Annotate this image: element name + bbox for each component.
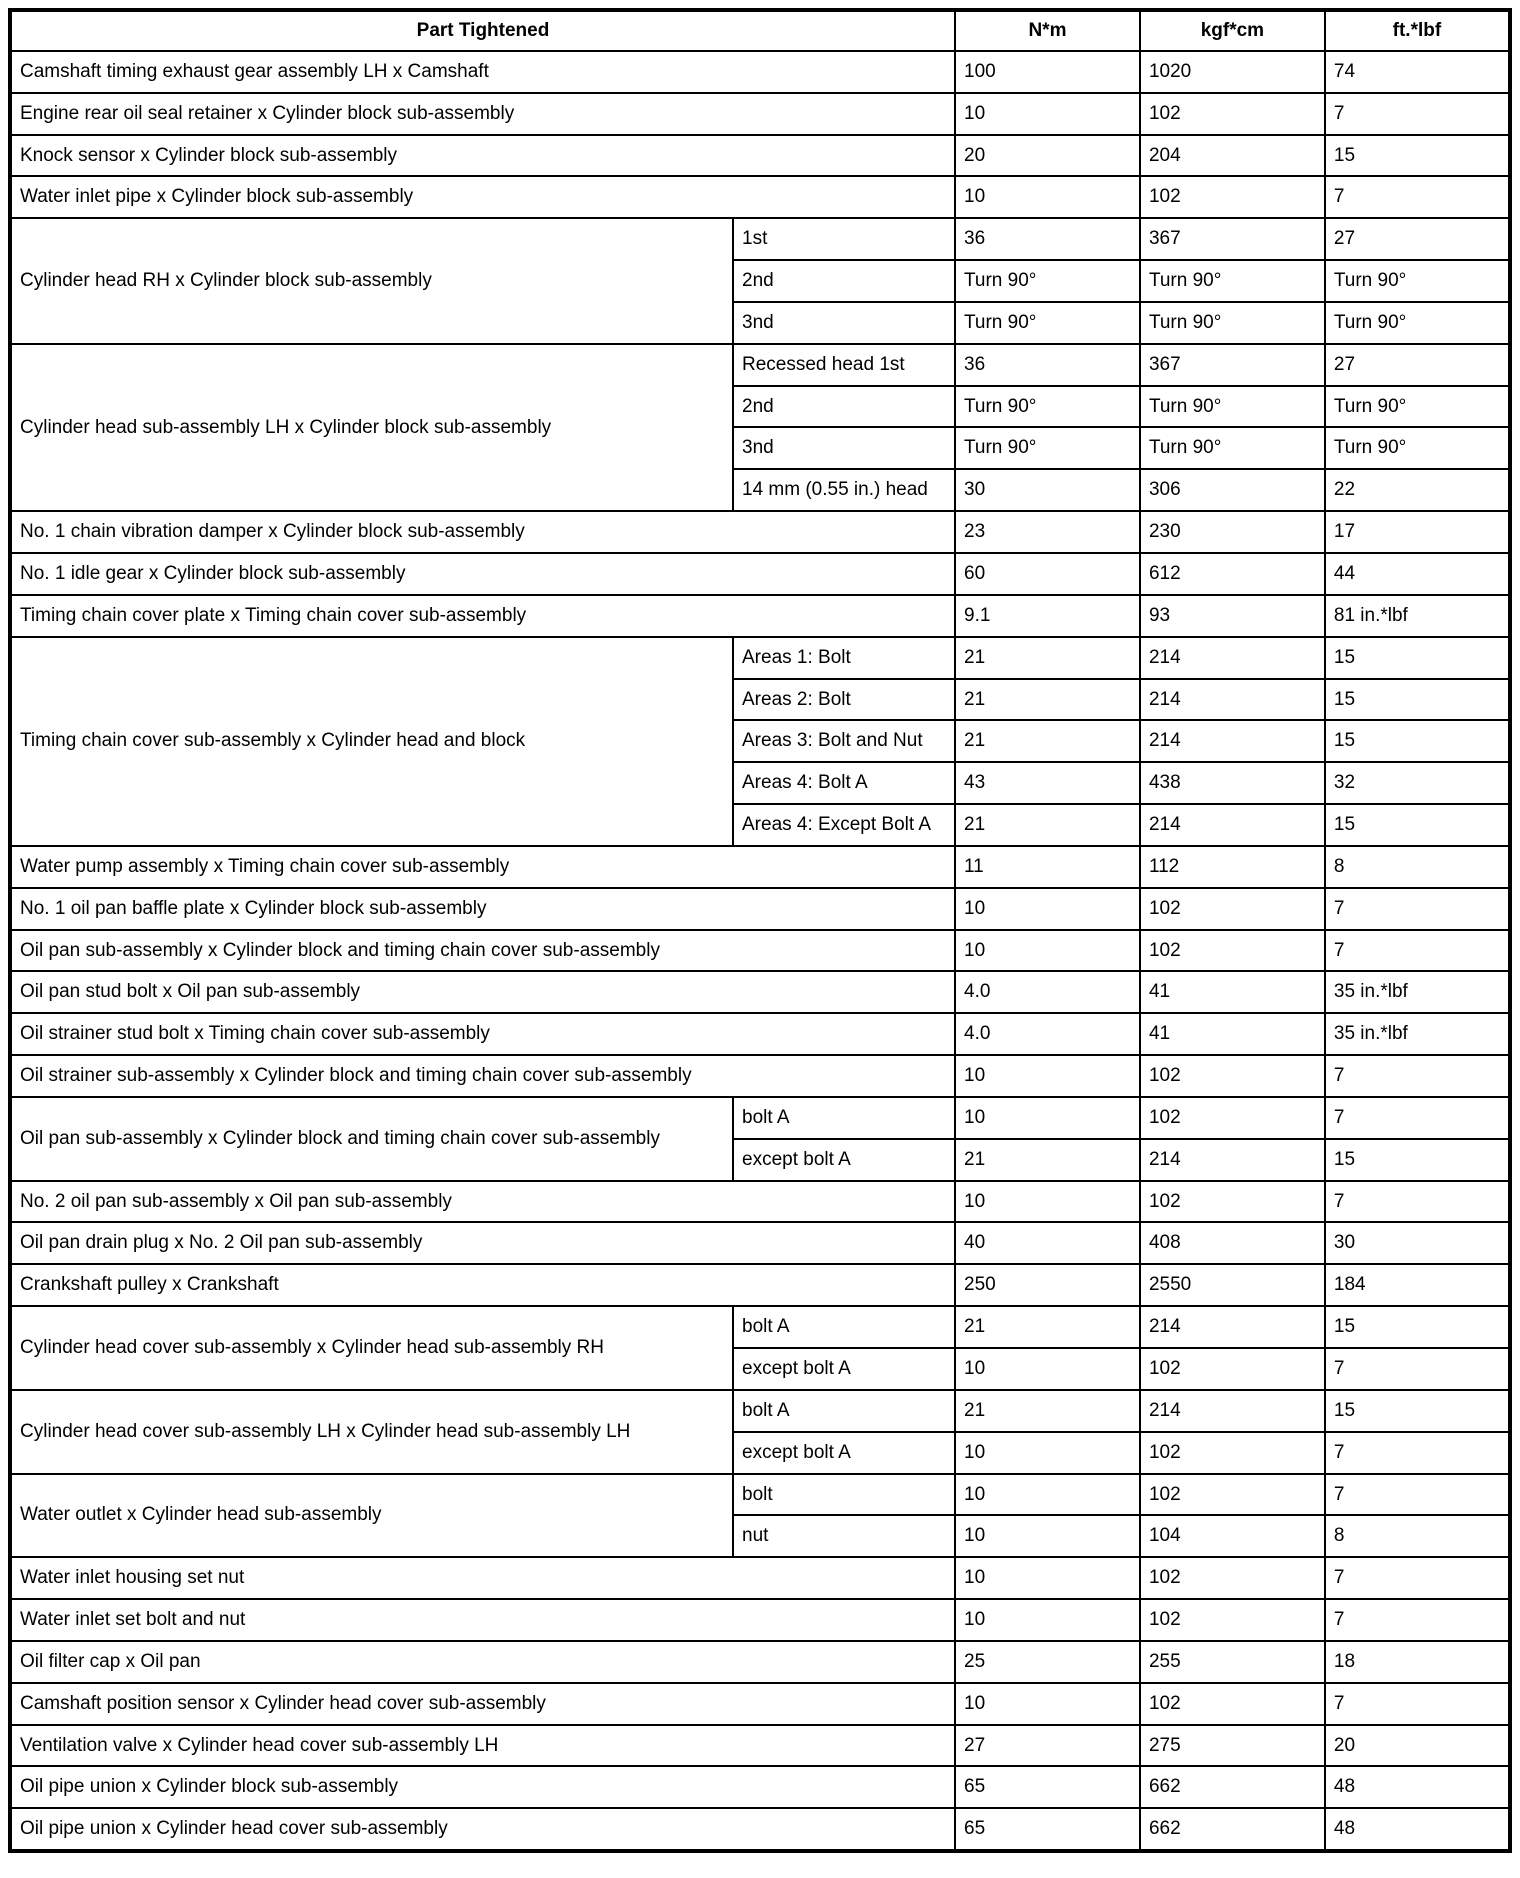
nm-value-cell: 36 [955,344,1140,386]
ftlbf-value-cell: 15 [1325,1390,1510,1432]
ftlbf-value-cell: 15 [1325,1306,1510,1348]
nm-value-cell: 65 [955,1808,1140,1851]
nm-value-cell: 21 [955,720,1140,762]
part-name-cell: Ventilation valve x Cylinder head cover sub-assembly LH [10,1725,955,1767]
torque-spec-table [8,8,1512,1853]
nm-value-cell: 40 [955,1222,1140,1264]
sub-part-cell: nut [733,1515,955,1557]
part-name-cell: Cylinder head sub-assembly LH x Cylinder block sub-assembly [10,344,733,511]
kgfcm-value-cell: 214 [1140,637,1325,679]
table-row [10,846,1510,888]
part-name-cell: Water outlet x Cylinder head sub-assembly [10,1474,733,1558]
nm-value-cell: 21 [955,804,1140,846]
ftlbf-value-cell: 35 in.*lbf [1325,971,1510,1013]
kgfcm-value-cell: 612 [1140,553,1325,595]
sub-part-cell: 3nd [733,302,955,344]
kgfcm-value-cell: Turn 90° [1140,386,1325,428]
kgfcm-value-cell: 662 [1140,1766,1325,1808]
nm-value-cell: 4.0 [955,971,1140,1013]
table-row [10,1599,1510,1641]
kgfcm-value-cell: 408 [1140,1222,1325,1264]
table-row [10,637,1510,679]
table-row [10,93,1510,135]
ftlbf-value-cell: 27 [1325,218,1510,260]
ftlbf-value-cell: 35 in.*lbf [1325,1013,1510,1055]
table-row [10,1808,1510,1851]
ftlbf-value-cell: 22 [1325,469,1510,511]
nm-value-cell: 100 [955,51,1140,93]
nm-value-cell: 65 [955,1766,1140,1808]
table-row [10,1181,1510,1223]
ftlbf-value-cell: 7 [1325,930,1510,972]
kgfcm-value-cell: 367 [1140,218,1325,260]
part-name-cell: Oil pipe union x Cylinder head cover sub-assembly [10,1808,955,1851]
ftlbf-value-cell: 7 [1325,1474,1510,1516]
kgfcm-value-cell: 102 [1140,930,1325,972]
table-row [10,1557,1510,1599]
sub-part-cell: Areas 4: Except Bolt A [733,804,955,846]
nm-value-cell: 10 [955,888,1140,930]
kgfcm-value-cell: 102 [1140,1055,1325,1097]
kgfcm-value-cell: 214 [1140,804,1325,846]
kgfcm-value-cell: 230 [1140,511,1325,553]
kgfcm-value-cell: Turn 90° [1140,302,1325,344]
kgfcm-value-cell: 102 [1140,1432,1325,1474]
kgfcm-value-cell: 2550 [1140,1264,1325,1306]
kgfcm-value-cell: Turn 90° [1140,427,1325,469]
sub-part-cell: bolt A [733,1306,955,1348]
kgfcm-value-cell: 214 [1140,679,1325,721]
nm-value-cell: Turn 90° [955,260,1140,302]
torque-table-body [10,51,1510,1851]
kgfcm-value-cell: 214 [1140,1139,1325,1181]
ftlbf-value-cell: 15 [1325,804,1510,846]
ftlbf-value-cell: 15 [1325,1139,1510,1181]
table-row [10,1013,1510,1055]
part-name-cell: No. 1 chain vibration damper x Cylinder block sub-assembly [10,511,955,553]
table-row [10,1725,1510,1767]
table-row [10,1683,1510,1725]
nm-value-cell: 10 [955,1683,1140,1725]
nm-value-cell: 21 [955,1390,1140,1432]
nm-value-cell: 10 [955,1097,1140,1139]
nm-value-cell: 10 [955,93,1140,135]
kgfcm-value-cell: 438 [1140,762,1325,804]
sub-part-cell: 2nd [733,260,955,302]
ftlbf-value-cell: 20 [1325,1725,1510,1767]
nm-value-cell: 10 [955,1181,1140,1223]
ftlbf-value-cell: 74 [1325,51,1510,93]
ftlbf-header: ft.*lbf [1325,10,1510,51]
kgfcm-value-cell: 204 [1140,135,1325,177]
nm-value-cell: 10 [955,1055,1140,1097]
part-name-cell: Oil filter cap x Oil pan [10,1641,955,1683]
nm-value-cell: 4.0 [955,1013,1140,1055]
nm-value-cell: 10 [955,930,1140,972]
kgfcm-value-cell: 367 [1140,344,1325,386]
sub-part-cell: except bolt A [733,1139,955,1181]
kgfcm-value-cell: 93 [1140,595,1325,637]
sub-part-cell: 14 mm (0.55 in.) head [733,469,955,511]
ftlbf-value-cell: 7 [1325,1432,1510,1474]
kgfcm-header: kgf*cm [1140,10,1325,51]
kgfcm-value-cell: 41 [1140,971,1325,1013]
kgfcm-value-cell: 102 [1140,1474,1325,1516]
table-row [10,595,1510,637]
table-row [10,511,1510,553]
nm-value-cell: 10 [955,1432,1140,1474]
kgfcm-value-cell: 214 [1140,1306,1325,1348]
kgfcm-value-cell: 275 [1140,1725,1325,1767]
nm-value-cell: 10 [955,1348,1140,1390]
table-row [10,1641,1510,1683]
nm-value-cell: 21 [955,1306,1140,1348]
part-name-cell: Oil pan sub-assembly x Cylinder block and timing chain cover sub-assembly [10,930,955,972]
sub-part-cell: 3nd [733,427,955,469]
nm-value-cell: 11 [955,846,1140,888]
ftlbf-value-cell: 8 [1325,1515,1510,1557]
ftlbf-value-cell: 30 [1325,1222,1510,1264]
table-row [10,971,1510,1013]
table-row [10,1766,1510,1808]
part-name-cell: Oil pan drain plug x No. 2 Oil pan sub-assembly [10,1222,955,1264]
nm-value-cell: 9.1 [955,595,1140,637]
kgfcm-value-cell: 102 [1140,1557,1325,1599]
nm-value-cell: 21 [955,679,1140,721]
kgfcm-value-cell: 102 [1140,1599,1325,1641]
ftlbf-value-cell: 48 [1325,1766,1510,1808]
part-name-cell: No. 1 idle gear x Cylinder block sub-assembly [10,553,955,595]
ftlbf-value-cell: 81 in.*lbf [1325,595,1510,637]
part-name-cell: Water inlet housing set nut [10,1557,955,1599]
nm-value-cell: 250 [955,1264,1140,1306]
ftlbf-value-cell: 7 [1325,888,1510,930]
nm-value-cell: 30 [955,469,1140,511]
ftlbf-value-cell: 7 [1325,1599,1510,1641]
table-row [10,1097,1510,1139]
ftlbf-value-cell: 7 [1325,1557,1510,1599]
nm-value-cell: 36 [955,218,1140,260]
kgfcm-value-cell: 102 [1140,1097,1325,1139]
nm-value-cell: 25 [955,1641,1140,1683]
nm-value-cell: 60 [955,553,1140,595]
ftlbf-value-cell: Turn 90° [1325,427,1510,469]
sub-part-cell: bolt A [733,1390,955,1432]
ftlbf-value-cell: 32 [1325,762,1510,804]
table-row [10,1306,1510,1348]
sub-part-cell: 1st [733,218,955,260]
kgfcm-value-cell: 102 [1140,888,1325,930]
sub-part-cell: except bolt A [733,1432,955,1474]
kgfcm-value-cell: 214 [1140,720,1325,762]
table-row [10,1390,1510,1432]
kgfcm-value-cell: Turn 90° [1140,260,1325,302]
ftlbf-value-cell: 15 [1325,637,1510,679]
kgfcm-value-cell: 102 [1140,176,1325,218]
sub-part-cell: bolt [733,1474,955,1516]
ftlbf-value-cell: 7 [1325,176,1510,218]
kgfcm-value-cell: 662 [1140,1808,1325,1851]
ftlbf-value-cell: 27 [1325,344,1510,386]
sub-part-cell: Areas 3: Bolt and Nut [733,720,955,762]
sub-part-cell: Areas 4: Bolt A [733,762,955,804]
nm-value-cell: 21 [955,1139,1140,1181]
kgfcm-value-cell: 214 [1140,1390,1325,1432]
ftlbf-value-cell: 7 [1325,1097,1510,1139]
part-name-cell: Camshaft timing exhaust gear assembly LH x Camshaft [10,51,955,93]
ftlbf-value-cell: 44 [1325,553,1510,595]
kgfcm-value-cell: 102 [1140,1683,1325,1725]
part-name-cell: Oil pan stud bolt x Oil pan sub-assembly [10,971,955,1013]
table-row [10,1222,1510,1264]
table-row [10,1055,1510,1097]
kgfcm-value-cell: 255 [1140,1641,1325,1683]
ftlbf-value-cell: Turn 90° [1325,302,1510,344]
part-name-cell: Oil strainer stud bolt x Timing chain cover sub-assembly [10,1013,955,1055]
ftlbf-value-cell: 7 [1325,1181,1510,1223]
part-name-cell: Cylinder head RH x Cylinder block sub-assembly [10,218,733,344]
nm-value-cell: Turn 90° [955,427,1140,469]
nm-value-cell: 27 [955,1725,1140,1767]
ftlbf-value-cell: Turn 90° [1325,386,1510,428]
ftlbf-value-cell: 48 [1325,1808,1510,1851]
kgfcm-value-cell: 102 [1140,93,1325,135]
part-name-cell: Camshaft position sensor x Cylinder head cover sub-assembly [10,1683,955,1725]
part-name-cell: Timing chain cover sub-assembly x Cylinder head and block [10,637,733,846]
kgfcm-value-cell: 306 [1140,469,1325,511]
nm-value-cell: 43 [955,762,1140,804]
nm-value-cell: 20 [955,135,1140,177]
nm-value-cell: 10 [955,1515,1140,1557]
ftlbf-value-cell: 7 [1325,1055,1510,1097]
sub-part-cell: Areas 2: Bolt [733,679,955,721]
ftlbf-value-cell: 17 [1325,511,1510,553]
ftlbf-value-cell: 7 [1325,1683,1510,1725]
nm-value-cell: 10 [955,176,1140,218]
table-row [10,51,1510,93]
sub-part-cell: 2nd [733,386,955,428]
part-name-cell: Cylinder head cover sub-assembly LH x Cylinder head sub-assembly LH [10,1390,733,1474]
part-name-cell: Cylinder head cover sub-assembly x Cylinder head sub-assembly RH [10,1306,733,1390]
kgfcm-value-cell: 104 [1140,1515,1325,1557]
header-row [10,10,1510,51]
table-row [10,218,1510,260]
table-row [10,344,1510,386]
ftlbf-value-cell: 8 [1325,846,1510,888]
part-name-cell: Oil pipe union x Cylinder block sub-assembly [10,1766,955,1808]
part-name-cell: Timing chain cover plate x Timing chain cover sub-assembly [10,595,955,637]
ftlbf-value-cell: Turn 90° [1325,260,1510,302]
part-name-cell: Water pump assembly x Timing chain cover sub-assembly [10,846,955,888]
table-row [10,176,1510,218]
ftlbf-value-cell: 7 [1325,93,1510,135]
part-name-cell: No. 2 oil pan sub-assembly x Oil pan sub-assembly [10,1181,955,1223]
nm-value-cell: 21 [955,637,1140,679]
table-row [10,1264,1510,1306]
ftlbf-value-cell: 18 [1325,1641,1510,1683]
ftlbf-value-cell: 15 [1325,720,1510,762]
ftlbf-value-cell: 7 [1325,1348,1510,1390]
kgfcm-value-cell: 112 [1140,846,1325,888]
table-row [10,930,1510,972]
part-name-cell: Crankshaft pulley x Crankshaft [10,1264,955,1306]
part-name-cell: Oil strainer sub-assembly x Cylinder block and timing chain cover sub-assembly [10,1055,955,1097]
part-name-cell: No. 1 oil pan baffle plate x Cylinder block sub-assembly [10,888,955,930]
nm-header: N*m [955,10,1140,51]
kgfcm-value-cell: 102 [1140,1181,1325,1223]
kgfcm-value-cell: 41 [1140,1013,1325,1055]
nm-value-cell: 10 [955,1599,1140,1641]
table-row [10,553,1510,595]
part-name-cell: Engine rear oil seal retainer x Cylinder block sub-assembly [10,93,955,135]
table-row [10,1474,1510,1516]
table-row [10,888,1510,930]
part-name-cell: Water inlet set bolt and nut [10,1599,955,1641]
part-name-cell: Water inlet pipe x Cylinder block sub-assembly [10,176,955,218]
nm-value-cell: 23 [955,511,1140,553]
nm-value-cell: Turn 90° [955,386,1140,428]
nm-value-cell: Turn 90° [955,302,1140,344]
kgfcm-value-cell: 1020 [1140,51,1325,93]
sub-part-cell: Areas 1: Bolt [733,637,955,679]
ftlbf-value-cell: 184 [1325,1264,1510,1306]
sub-part-cell: except bolt A [733,1348,955,1390]
ftlbf-value-cell: 15 [1325,679,1510,721]
sub-part-cell: Recessed head 1st [733,344,955,386]
nm-value-cell: 10 [955,1557,1140,1599]
sub-part-cell: bolt A [733,1097,955,1139]
ftlbf-value-cell: 15 [1325,135,1510,177]
part-name-cell: Oil pan sub-assembly x Cylinder block and timing chain cover sub-assembly [10,1097,733,1181]
kgfcm-value-cell: 102 [1140,1348,1325,1390]
part-tightened-header: Part Tightened [10,10,955,51]
part-name-cell: Knock sensor x Cylinder block sub-assembly [10,135,955,177]
nm-value-cell: 10 [955,1474,1140,1516]
table-row [10,135,1510,177]
